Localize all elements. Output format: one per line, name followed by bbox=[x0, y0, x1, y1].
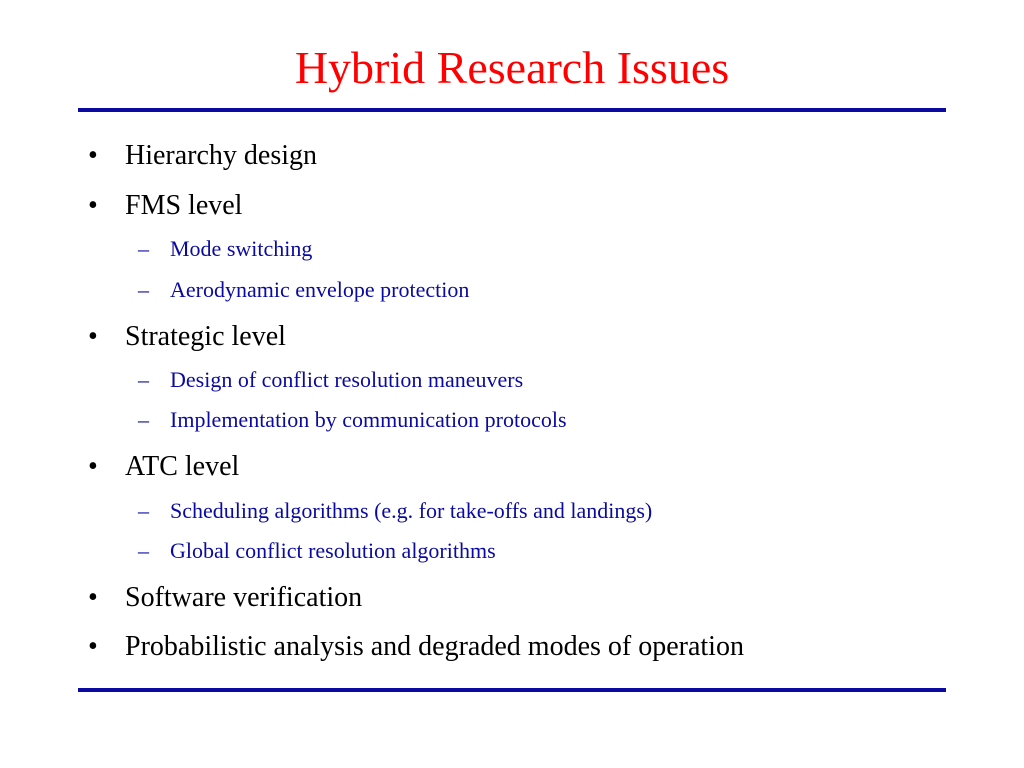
bottom-divider bbox=[78, 688, 946, 692]
bullet-marker: • bbox=[88, 451, 98, 482]
bullet-text: Probabilistic analysis and degraded modes of operation bbox=[125, 631, 744, 662]
bullet-text: Software verification bbox=[125, 582, 363, 613]
bullet-marker: • bbox=[88, 631, 98, 662]
bullet-marker: • bbox=[88, 321, 98, 352]
dash-marker: – bbox=[138, 236, 149, 261]
bullet-marker: • bbox=[88, 582, 98, 613]
slide-title: Hybrid Research Issues bbox=[294, 42, 730, 93]
bullet-text: ATC level bbox=[125, 451, 240, 482]
dash-marker: – bbox=[138, 498, 149, 523]
sub-bullet-text: Scheduling algorithms (e.g. for take-offs and landings) bbox=[170, 498, 653, 523]
sub-bullet-text: Global conflict resolution algorithms bbox=[170, 538, 496, 563]
dash-marker: – bbox=[138, 538, 149, 563]
bullet-text: Hierarchy design bbox=[125, 140, 318, 171]
dash-marker: – bbox=[138, 367, 149, 392]
bullet-text: FMS level bbox=[125, 190, 243, 221]
sub-bullet-text: Design of conflict resolution maneuvers bbox=[170, 367, 524, 392]
bullet-marker: • bbox=[88, 140, 98, 171]
sub-bullet-text: Implementation by communication protocols bbox=[170, 407, 567, 432]
dash-marker: – bbox=[138, 277, 149, 302]
bullet-text: Strategic level bbox=[125, 321, 286, 352]
sub-bullet-text: Mode switching bbox=[170, 236, 313, 261]
bullet-marker: • bbox=[88, 190, 98, 221]
dash-marker: – bbox=[138, 407, 149, 432]
sub-bullet-text: Aerodynamic envelope protection bbox=[170, 277, 470, 302]
